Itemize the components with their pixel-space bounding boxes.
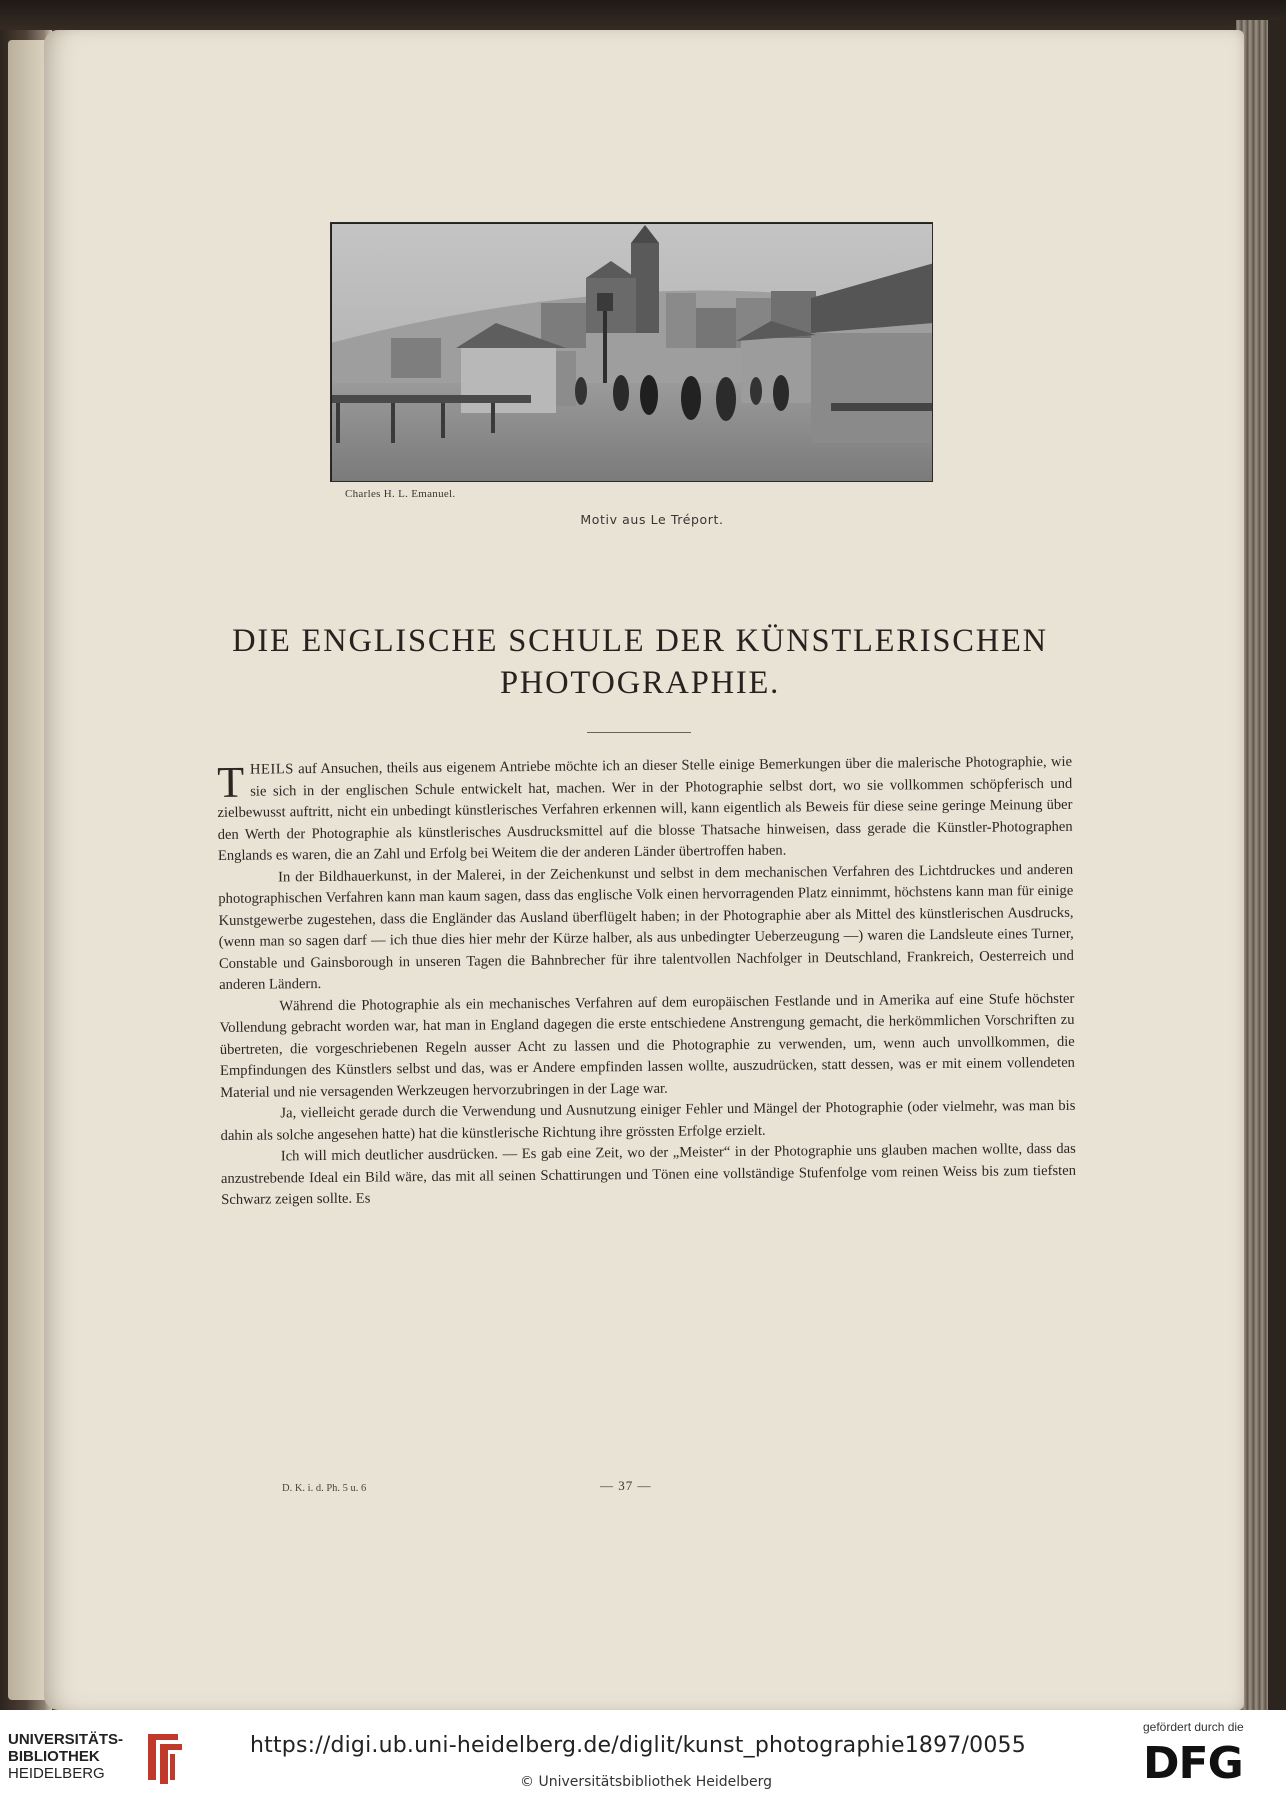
- dfg-logo[interactable]: DFG: [1143, 1738, 1243, 1789]
- ub-emblem-icon: [138, 1730, 186, 1786]
- ub-heidelberg-logo[interactable]: [8, 1730, 178, 1790]
- title-line-2: PHOTOGRAPHIE.: [499, 665, 781, 701]
- page-number: — 37 —: [600, 1478, 652, 1493]
- permalink-url[interactable]: https://digi.ub.uni-heidelberg.de/diglit/kunst_photographie1897/0055: [250, 1733, 1026, 1758]
- paragraph-1-text: auf Ansuchen, theils aus eigenem Antriebe möchte ich an dieser Stelle einige Bemerkungen über die malerische Photographie, wie sie sich in der englischen Schule entwickelt hat, machen. Wer in der Photographie selbst dort, wo sie vollkommen schöpferisch und zielbewusst auftritt, nicht ein unbedingt künstlerisches Verfahren erkennen will, kann eigentlich als Beweis für diese seine geringe Meinung über den Werth der Photographie als künstlerisches Ausdrucksmittel auf die blosse Thatsache hinweisen, dass gerade die Künstler-Photographen Englands es waren, die an Zahl und Erfolg bei Weitem die der anderen Länder übertroffen haben.: [217, 753, 1073, 864]
- title-divider: [587, 732, 691, 733]
- viewer-footer-bar: [0, 1710, 1286, 1810]
- photograph-le-treport: [330, 222, 933, 482]
- signature-mark: D. K. i. d. Ph. 5 u. 6: [282, 1483, 367, 1494]
- paragraph-2: In der Bildhauerkunst, in der Malerei, in der Zeichenkunst und selbst in dem mechanischen Verfahren des Lichtdruckes und anderen photographischen Verfahren kann man kaum sagen, dass das englische Volk einen hervorragenden Platz einnimmt, höchstens kann man für einige Kunstgewerbe zugestehen, dass die Engländer das Ausland überflügelt haben; in der Photographie aber als Mittel des künstlerischen Ausdrucks, (wenn man so sagen darf — ich thue dies hier mehr der Kürze halber, als aus unbedingter Ueberzeugung —) waren die Landsleute eines Turner, Constable und Gainsborough in unseren Tagen die Bahnbrecher für ihre talentvollen Nachfolger in Deutschland, Frankreich, Oesterreich und anderen Ländern.: [218, 861, 1074, 993]
- previous-page-edge: [8, 40, 48, 1700]
- title-line-1: DIE ENGLISCHE SCHULE DER KÜNSTLERISCHEN: [232, 623, 1048, 659]
- copyright-notice: © Universitätsbibliothek Heidelberg: [520, 1774, 773, 1790]
- book-cover-edge: [1268, 20, 1286, 1710]
- paragraph-3: Während die Photographie als ein mechanisches Verfahren auf dem europäischen Festlande und in Amerika auf eine Stufe höchster Vollendung gebracht worden war, hat man in England dagegen die erste entschiedene Anstrengung gemacht, die herkömmlichen Vorschriften zu übertreten, die vorgeschriebenen Regeln ausser Acht zu lassen und die Photographie zu verwenden, um, wenn auch unvollkommen, die Empfindungen des Künstlers selbst und das, was er Andere empfinden lassen wollte, auszudrücken, statt dessen, was er mit einem vollendeten Material und nie versagenden Werkzeugen hervorzubringen in der Lage war.: [219, 990, 1076, 1101]
- paragraph-1-lead: HEILS: [249, 761, 294, 778]
- library-name-line-3: HEIDELBERG: [8, 1765, 105, 1782]
- page-title: [200, 620, 1080, 704]
- article-body: [217, 752, 1076, 1212]
- photo-illustration: [331, 223, 933, 482]
- paragraph-5: Ich will mich deutlicher ausdrücken. — Es gab eine Zeit, wo der „Meister“ in der Photographie uns glauben machen wollte, dass das anzustrebende Ideal ein Bild wäre, das mit all seinen Schattirungen und Tönen eine vollständige Stufenfolge vom reinen Weiss bis zum tiefsten Schwarz zeigen sollte. Es: [220, 1140, 1077, 1208]
- library-name-line-2: BIBLIOTHEK: [8, 1748, 100, 1765]
- library-name-line-1: UNIVERSITÄTS-: [8, 1731, 124, 1748]
- funding-label: gefördert durch die: [1143, 1720, 1244, 1734]
- photo-credit: Charles H. L. Emanuel.: [345, 488, 456, 500]
- paragraph-4: Ja, vielleicht gerade durch die Verwendung und Ausnutzung einiger Fehler und Mängel der Photographie (oder vielmehr, was man bis dahin als solche angesehen hatte) hat die künstlerische Richtung ihre grössten Erfolge erzielt.: [220, 1097, 1076, 1144]
- photo-caption: Motiv aus Le Tréport.: [580, 512, 724, 527]
- drop-cap: T: [216, 757, 245, 807]
- paragraph-1: [217, 752, 1073, 868]
